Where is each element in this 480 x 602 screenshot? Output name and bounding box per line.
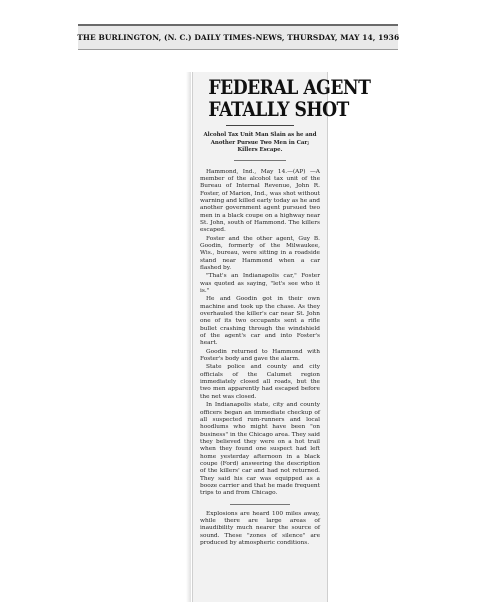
body-paragraph: Goodin returned to Hammond with Foster's body and gave the alarm. <box>200 348 320 363</box>
headline-line-1: FEDERAL AGENT <box>208 75 371 99</box>
headline-line-2: FATALLY SHOT <box>208 97 349 121</box>
column-shadow <box>186 72 191 602</box>
article-column <box>192 72 371 602</box>
newspaper-masthead <box>78 24 398 50</box>
article-headline <box>200 75 371 121</box>
masthead-text: THE BURLINGTON, (N. C.) DAILY TIMES-NEWS, THURSDAY, MAY 14, 1936 <box>77 33 399 42</box>
filler-paragraph: Explosions are heard 100 miles away, while there are large areas of inaudibility much nearer the source of sound. These "zones of silence" are produced by atmospheric conditions. <box>200 510 320 546</box>
body-paragraph: He and Goodin got in their own machine and took up the chase. As they overhauled the killer's car near St. John one of its two occupants sent a rifle bullet crashing through the windshield of the agent's car and into Foster's heart. <box>200 296 320 347</box>
headline-rule <box>226 125 294 126</box>
body-paragraph: In Indianapolis state, city and county officers began an immediate checkup of all suspected rum-runners and local hoodlums who might have been "on business" in the Chicago area. They said they believed they were on a hot trail when they found one suspect had left home yesterday afternoon in a black coupe (Ford) answering the description of the killers' car and had not returned. They said his car was equipped as a booze carrier and that he made frequent trips to and from Chicago. <box>200 402 320 497</box>
article-body <box>200 169 320 548</box>
subhead-rule <box>234 160 286 161</box>
body-paragraph: Foster and the other agent, Guy B. Goodin, formerly of the Milwaukee, Wis., bureau, were sitting in a roadside stand near Hammond when a car flashed by. <box>200 235 320 271</box>
body-paragraph: State police and county and city officials of the Calumet region immediately closed all roads, but the two men apparently had escaped before the net was closed. <box>200 364 320 400</box>
body-paragraph: Hammond, Ind., May 14.—(AP) —A member of the alcohol tax unit of the Bureau of Internal Revenue, John R. Foster, of Marion, Ind., was shot without warning and killed early today as he and another government agent pursued two men in a black coupe on a highway near St. John, south of Hammond. The killers escaped. <box>200 168 320 234</box>
body-paragraph: "That's an Indianapolis car," Foster was quoted as saying, "let's see who it is." <box>200 273 320 294</box>
filler-rule <box>230 504 290 505</box>
article-subhead: Alcohol Tax Unit Man Slain as he and Another Pursue Two Men in Car; Killers Escape. <box>203 132 317 153</box>
